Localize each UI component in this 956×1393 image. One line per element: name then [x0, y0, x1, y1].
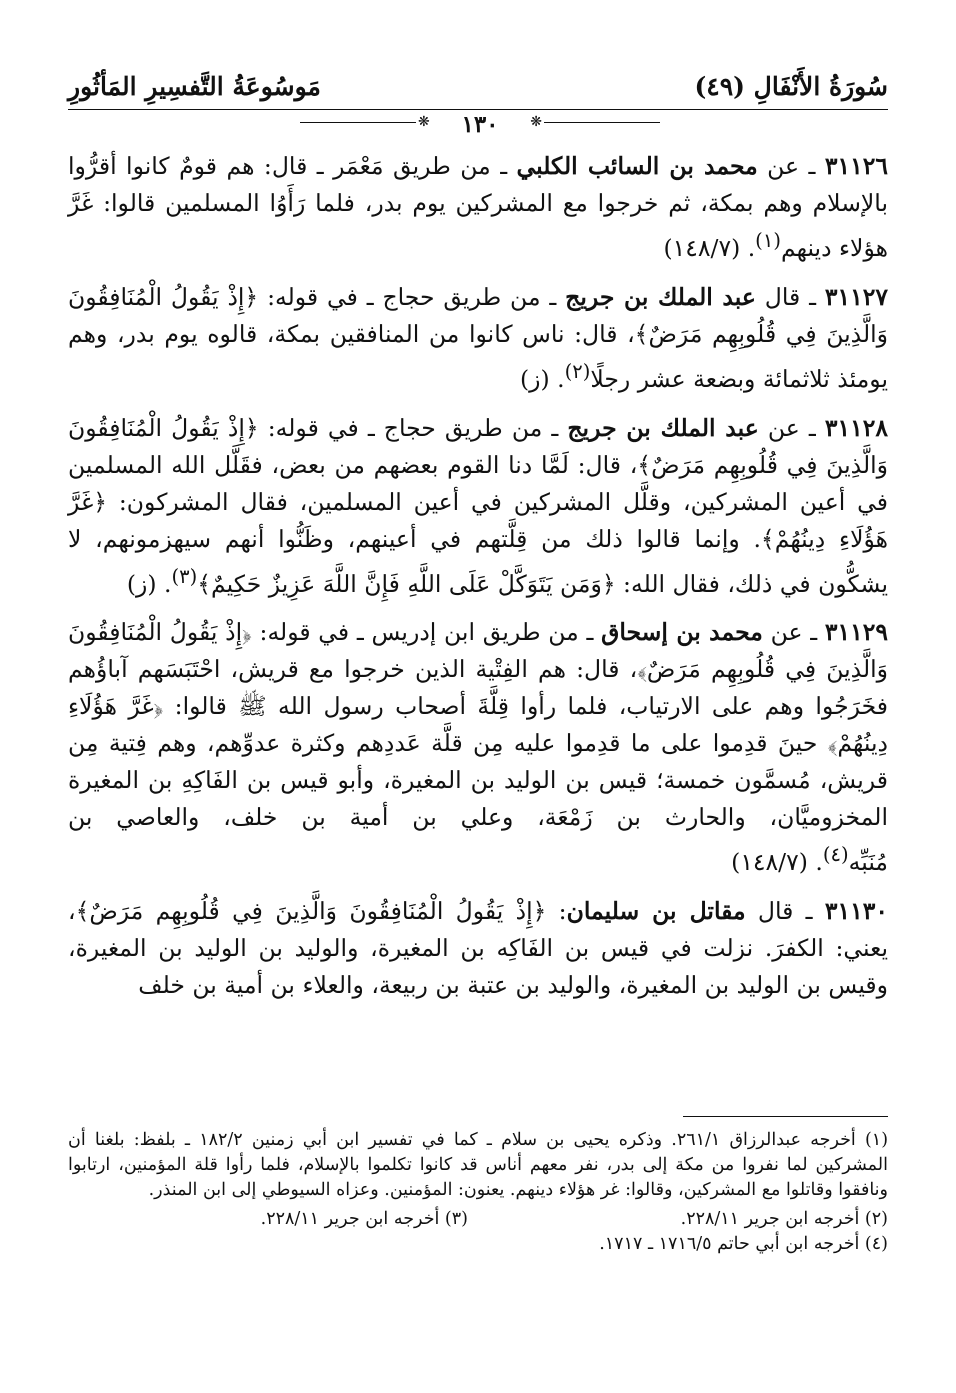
footnote-2: (٢) أخرجه ابن جرير ٢٢٨/١١.	[680, 1209, 888, 1229]
footnote-row	[68, 1207, 888, 1232]
footnote-marker[interactable]: (٢)	[564, 359, 591, 383]
entry-text: ـ من طريق حجاج ـ في قوله: ﴿إِذْ يَقُولُ الْمُنَافِقُونَ وَالَّذِينَ فِي قُلُوبِهِم مَرَضٌ﴾، قال: ناس كانوا من المنافقين بمكة، قالوه يوم بدر، وهم يومئذ ثلاثمائة وبضعة عشر رجلًا	[68, 282, 888, 393]
entry-number: ٣١١٢٩	[824, 618, 888, 647]
entry-reference: . (ز)	[519, 364, 565, 393]
entry-connector: ـ قال	[745, 897, 825, 926]
entry-text: : ﴿إِذْ يَقُولُ الْمُنَافِقُونَ وَالَّذِينَ فِي قُلُوبِهِم مَرَضٌ﴾، يعني: الكفرَ. نزلت في قيس بن الفَاكِه بن المغيرة، والوليد بن الوليد بن المغيرة، وقيس بن الوليد بن المغيرة، والوليد بن عتبة بن ربيعة، والعلاء بن أمية بن خلف	[68, 897, 888, 1000]
entry-connector: ـ عن	[762, 618, 825, 647]
narrator-name: عبد الملك بن جريج	[565, 282, 756, 311]
footnotes	[68, 1128, 888, 1257]
page-number-ornament	[300, 110, 660, 136]
entry-reference: . (ز)	[126, 569, 172, 598]
narrator-name: محمد بن السائب الكلبي	[516, 152, 758, 180]
entry-text: ـ من طريق مَعْمَر ـ قال: هم قومٌ كانوا أقرُّوا بالإسلام وهم بمكة، ثم خرجوا مع المشركين يوم بدر، فلما رَأَوُا المسلمين قالوا: غَرَّ هؤلاء دينهم	[68, 152, 888, 262]
narrator-name: محمد بن إسحاق	[601, 618, 763, 647]
entry-number: ٣١١٣٠	[824, 897, 888, 926]
ornament-icon: ❋	[530, 114, 542, 130]
entry-number: ٣١١٢٦	[824, 152, 888, 180]
entry-text: ـ من طريق حجاج ـ في قوله: ﴿إِذْ يَقُولُ الْمُنَافِقُونَ وَالَّذِينَ فِي قُلُوبِهِم مَرَضٌ﴾، قال: لَمَّا دنا القوم بعضهم من بعض، فقَلَّل الله المسلمين في أعين المشركين، وقلَّل المشركين في أعين المسلمين، فقال المشركون: ﴿غَرَّ هَؤُلَاءِ دِينُهُمْ﴾. وإنما قالوا ذلك من قِلَّتهم في أعينهم، وظَنُّوا أنهم سيهزمونهم، لا يشكُّون في ذلك، فقال الله: ﴿وَمَن يَتَوَكَّلْ عَلَى اللَّهِ فَإِنَّ اللَّهَ عَزِيزٌ حَكِيمٌ﴾	[68, 413, 888, 598]
entry-text: ـ من طريق ابن إدريس ـ في قوله: ﴿إِذْ يَقُولُ الْمُنَافِقُونَ وَالَّذِينَ فِي قُلُوبِهِم مَرَضٌ﴾، قال: هم الفِتْية الذين خرجوا مع قريش، احْتَبَسَهم آباؤُهم فخَرَجُوا وهم على الارتياب، فلما رأوا قِلَّةَ أصحاب رسول الله ﷺ قالوا: ﴿غَرَّ هَؤُلَاءِ دِينُهُمْ﴾ حينَ قدِموا على ما قدِموا عليه مِن قلَّة عَددِهم وكثرة عدوِّهم، وهم فِتية مِن قريش، مُسمَّون خمسة؛ قيس بن الوليد بن المغيرة، وأبو قيس بن الفَاكِهِ بن المغيرة المخزوميَّان، والحارث بن زَمْعَة، وعلي بن أمية بن خلف، والعاصي بن مُنَبِّه	[68, 618, 888, 877]
footnote-1: (١) أخرجه عبدالرزاق ٢٦١/١. وذكره يحيى بن سلام ـ كما في تفسير ابن أبي زمنين ١٨٢/٢ ـ بلفظ: بلغنا أن المشركين لما نفروا من مكة إلى بدر، نفر معهم أناس قد كانوا تكلموا بالإسلام، فلما رأوا قلة المؤمنين، ارتابوا ونافقوا وقاتلوا مع المشركين، وقالوا: غر هؤلاء دينهم. يعنون: المؤمنين. وعزاه السيوطي إلى ابن المنذر.	[68, 1130, 889, 1200]
entry	[68, 410, 888, 603]
footnote-marker[interactable]: (٣)	[171, 564, 198, 588]
entry	[68, 893, 888, 1004]
footnote-rule	[683, 1116, 888, 1117]
ornament-icon: ❋	[418, 114, 430, 130]
entry-connector: ـ قال	[755, 282, 825, 311]
entry	[68, 279, 888, 398]
footnote-3: (٣) أخرجه ابن جرير ٢٢٨/١١.	[260, 1209, 468, 1229]
ornament-line-left	[300, 122, 416, 123]
footnote-marker[interactable]: (٤)	[822, 843, 849, 867]
entry-connector: ـ عن	[758, 413, 825, 442]
narrator-name: عبد الملك بن جريج	[567, 413, 759, 442]
entry-reference: . (١٤٨/٧)	[731, 848, 823, 877]
main-text	[68, 148, 888, 1004]
entry-number: ٣١١٢٨	[824, 413, 888, 442]
page-number: ١٣٠	[461, 111, 499, 138]
narrator-name: مقاتل بن سليمان	[566, 897, 746, 926]
book-title: مَوسُوعَةُ التَّفسِيرِ المَأثُورِ	[68, 72, 321, 101]
footnote-4: (٤) أخرجه ابن أبي حاتم ١٧١٦/٥ ـ ١٧١٧.	[599, 1234, 888, 1254]
entry	[68, 148, 888, 267]
entry-connector: ـ عن	[757, 152, 825, 180]
surah-title: سُورَةُ الأَنْفَالِ (٤٩)	[694, 72, 888, 101]
entry	[68, 614, 888, 881]
entry-number: ٣١١٢٧	[824, 282, 888, 311]
footnote-marker[interactable]: (١)	[755, 229, 781, 252]
entry-reference: . (١٤٨/٧)	[663, 233, 756, 262]
ornament-line-right	[544, 122, 660, 123]
page-header	[68, 68, 888, 112]
